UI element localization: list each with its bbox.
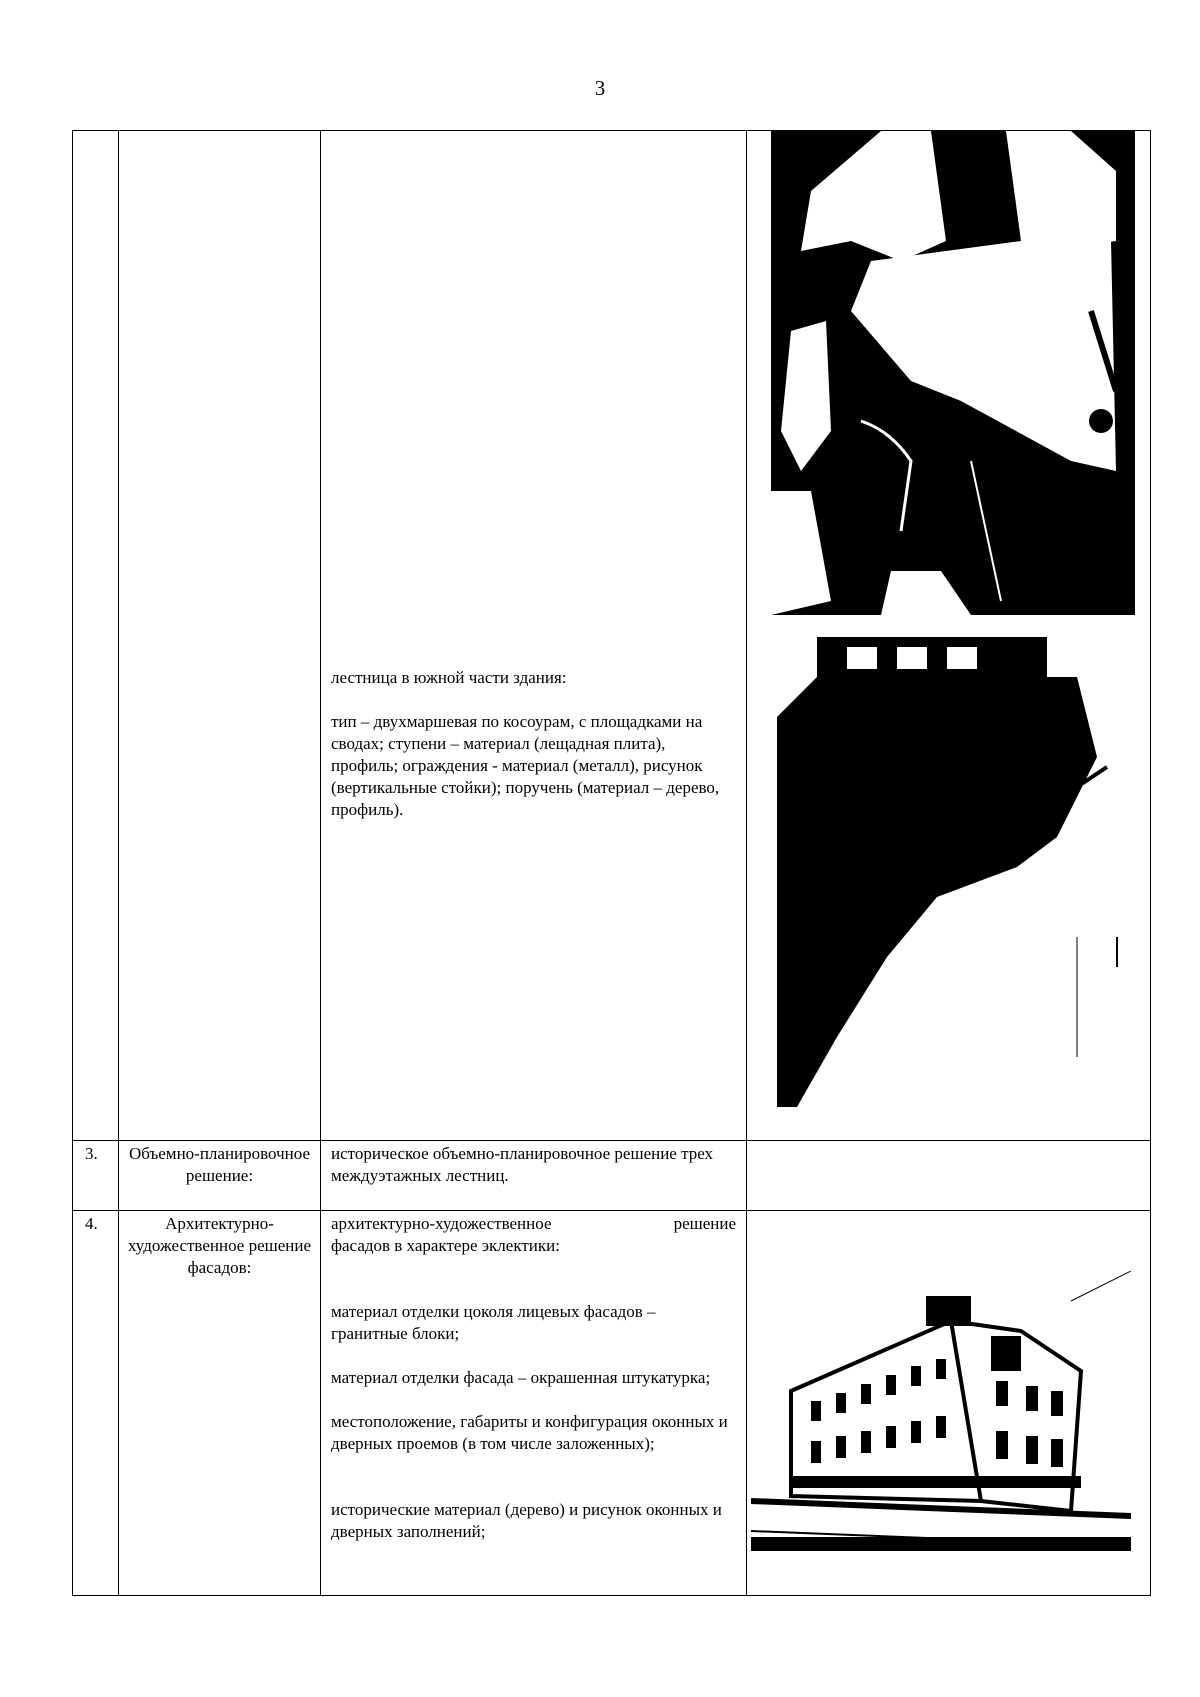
row-photos [747,1211,1151,1596]
facade-finish: материал отделки фасада – окрашенная штукатурка; [331,1368,711,1387]
row-number: 3. [73,1141,119,1211]
row-photos [747,1141,1151,1211]
stair-photo-upper [771,131,1135,615]
row-photos [747,131,1151,1141]
row-description: историческое объемно-планировочное решение трех междуэтажных лестниц. [321,1141,747,1211]
facade-intro-rest: фасадов в характере эклектики: [331,1236,560,1255]
page-number: 3 [594,76,606,100]
table-row [73,1141,1151,1211]
row-element-name: Объемно-планировочное решение: [119,1141,321,1211]
stair-heading: лестница в южной части здания: [331,668,567,687]
row-number: 4. [73,1211,119,1596]
row-element-name: Архитектурно-художественное решение фасадов: [119,1211,321,1596]
row-number [73,131,119,1141]
table-row [73,131,1151,1141]
row-description [321,131,747,1141]
facade-openings: местоположение, габариты и конфигурация оконных и дверных проемов (в том числе заложенных); [331,1412,728,1453]
facade-intro-right: решение [673,1214,736,1233]
row-element-name [119,131,321,1141]
facade-photo [751,1271,1131,1551]
stair-photo-lower [777,637,1127,1109]
stair-detail: тип – двухмаршевая по косоурам, с площадками на сводах; ступени – материал (лещадная плита), профиль; ограждения - материал (металл), рисунок (вертикальные стойки); поручень (материал – дерево, профиль). [331,712,720,819]
table-row [73,1211,1151,1596]
row-description [321,1211,747,1596]
facade-fillings: исторические материал (дерево) и рисунок оконных и дверных заполнений; [331,1500,722,1541]
facade-intro-line [331,1213,736,1235]
monument-subject-table [72,130,1151,1596]
facade-plinth: материал отделки цоколя лицевых фасадов – гранитные блоки; [331,1302,656,1343]
facade-intro-left: архитектурно-художественное [331,1214,552,1233]
